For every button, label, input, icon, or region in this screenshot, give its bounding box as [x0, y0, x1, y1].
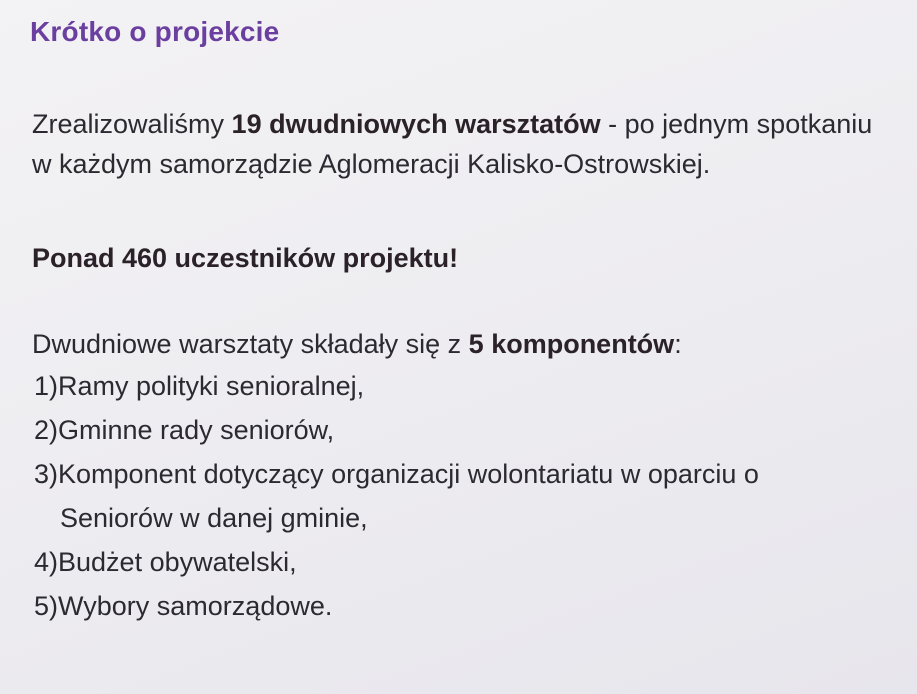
list-item-text: Gminne rady seniorów,: [58, 415, 335, 445]
participants-bold: Ponad 460 uczestników projektu!: [32, 243, 459, 273]
list-item-text: Komponent dotyczący organizacji wolontariatu w oparciu o: [58, 459, 759, 489]
list-item-text: Budżet obywatelski,: [58, 547, 297, 577]
list-item-text: Wybory samorządowe.: [58, 591, 333, 621]
list-item: [32, 364, 882, 408]
list-item: [32, 452, 882, 540]
participants-heading: [32, 238, 882, 278]
paragraph-components-post: :: [674, 329, 682, 359]
list-item-number: 2): [34, 415, 59, 445]
components-count-bold: 5 komponentów: [468, 329, 675, 359]
list-item: [32, 584, 882, 628]
list-item-number: 3): [34, 459, 59, 489]
list-item-number: 4): [34, 547, 59, 577]
list-item: [32, 408, 882, 452]
list-item-number: 5): [34, 591, 59, 621]
slide-title: Krótko o projekcie: [30, 16, 280, 47]
slide-content: [32, 104, 882, 628]
components-list: [32, 364, 882, 628]
list-item-number: 1): [34, 371, 59, 401]
paragraph-workshops: [32, 104, 882, 184]
paragraph-components-pre: Dwudniowe warsztaty składały się z: [32, 329, 469, 359]
list-item-text: Ramy polityki senioralnej,: [58, 371, 365, 401]
list-item: [32, 540, 882, 584]
paragraph-workshops-post: - po jednym spotkaniu w każdym samorządzie Aglomeracji Kalisko-Ostrowskiej.: [32, 109, 873, 179]
list-item-continuation: Seniorów w danej gminie,: [60, 503, 368, 533]
workshops-count-bold: 19 dwudniowych warsztatów: [231, 109, 601, 139]
paragraph-components: [32, 324, 882, 364]
paragraph-workshops-pre: Zrealizowaliśmy: [32, 109, 232, 139]
